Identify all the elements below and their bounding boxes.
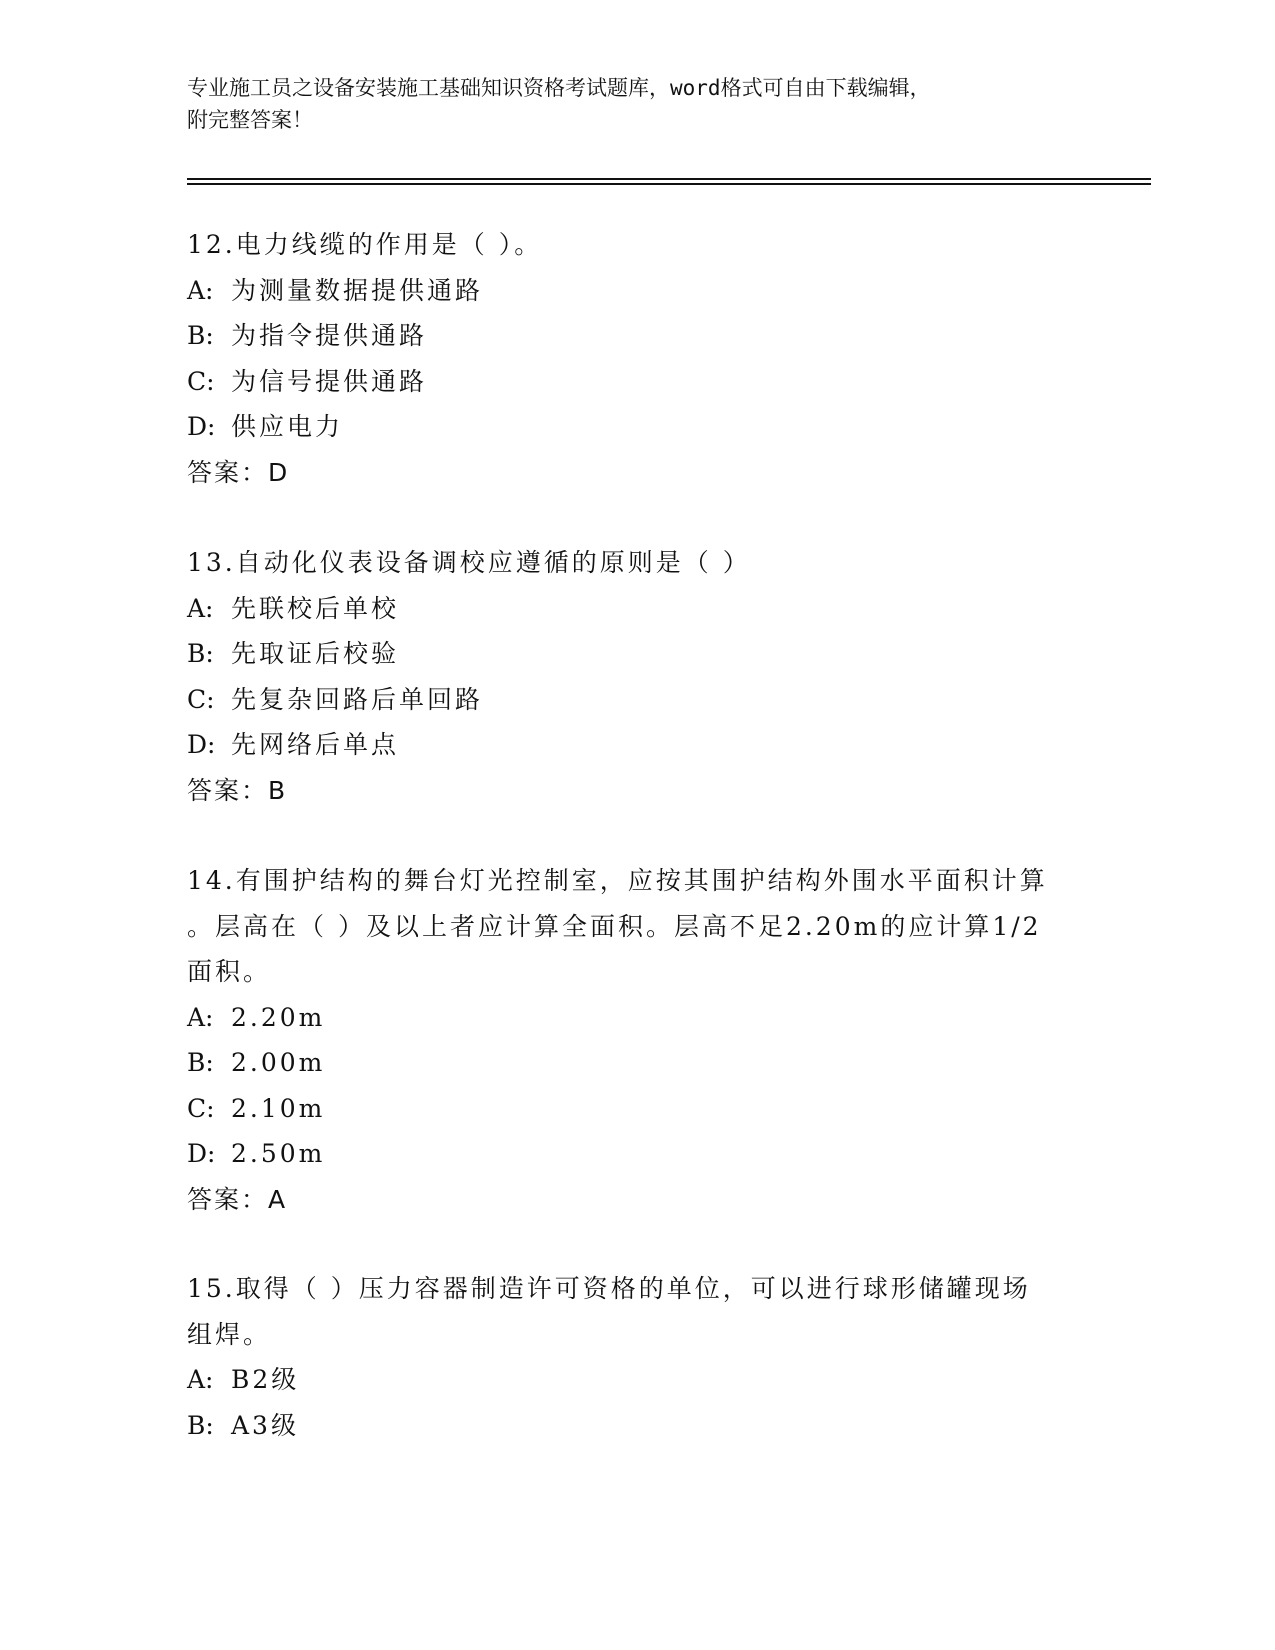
- header-divider-top: [187, 178, 1151, 180]
- question-stem: 13.自动化仪表设备调校应遵循的原则是（ ）: [187, 548, 751, 577]
- question-15: [187, 1266, 1087, 1448]
- answer-line: 答案：B: [187, 775, 288, 805]
- header-divider-bottom: [187, 183, 1151, 185]
- question-stem-line-2: 。层高在（ ）及以上者应计算全面积。层高不足2.20m的应计算1/2: [187, 911, 1042, 941]
- option-a: A: B2级: [187, 1365, 300, 1394]
- question-stem-line-1: 14.有围护结构的舞台灯光控制室，应按其围护结构外围水平面积计算: [187, 866, 1048, 895]
- question-13: [187, 540, 1087, 813]
- question-12: [187, 222, 1087, 495]
- answer-line: 答案：D: [187, 457, 290, 487]
- option-d: D: 先网络后单点: [187, 730, 400, 759]
- option-c: C: 为信号提供通路: [187, 366, 428, 396]
- question-stem-line-3: 面积。: [187, 957, 272, 986]
- question-stem: 12.电力线缆的作用是（ ）。: [187, 230, 543, 259]
- header-line-1: 专业施工员之设备安装施工基础知识资格考试题库，word格式可自由下载编辑，: [187, 76, 931, 100]
- option-d: D: 2.50m: [187, 1139, 326, 1168]
- option-a: A: 2.20m: [187, 1002, 326, 1032]
- question-stem-line-2: 组焊。: [187, 1319, 272, 1349]
- answer-line: 答案：A: [187, 1184, 288, 1214]
- option-a: A: 先联校后单校: [187, 593, 400, 623]
- option-a: A: 为测量数据提供通路: [187, 275, 484, 305]
- option-b: B: 2.00m: [187, 1048, 326, 1077]
- question-stem-line-1: 15.取得（ ）压力容器制造许可资格的单位，可以进行球形储罐现场: [187, 1274, 1031, 1303]
- option-b: B: 先取证后校验: [187, 639, 400, 668]
- header-line-2: 附完整答案！: [187, 108, 313, 132]
- option-c: C: 2.10m: [187, 1093, 326, 1123]
- option-d: D: 供应电力: [187, 412, 344, 441]
- option-b: B: A3级: [187, 1410, 299, 1440]
- option-c: C: 先复杂回路后单回路: [187, 684, 484, 714]
- option-b: B: 为指令提供通路: [187, 321, 428, 350]
- question-14: [187, 858, 1087, 1222]
- document-header: [187, 72, 1087, 136]
